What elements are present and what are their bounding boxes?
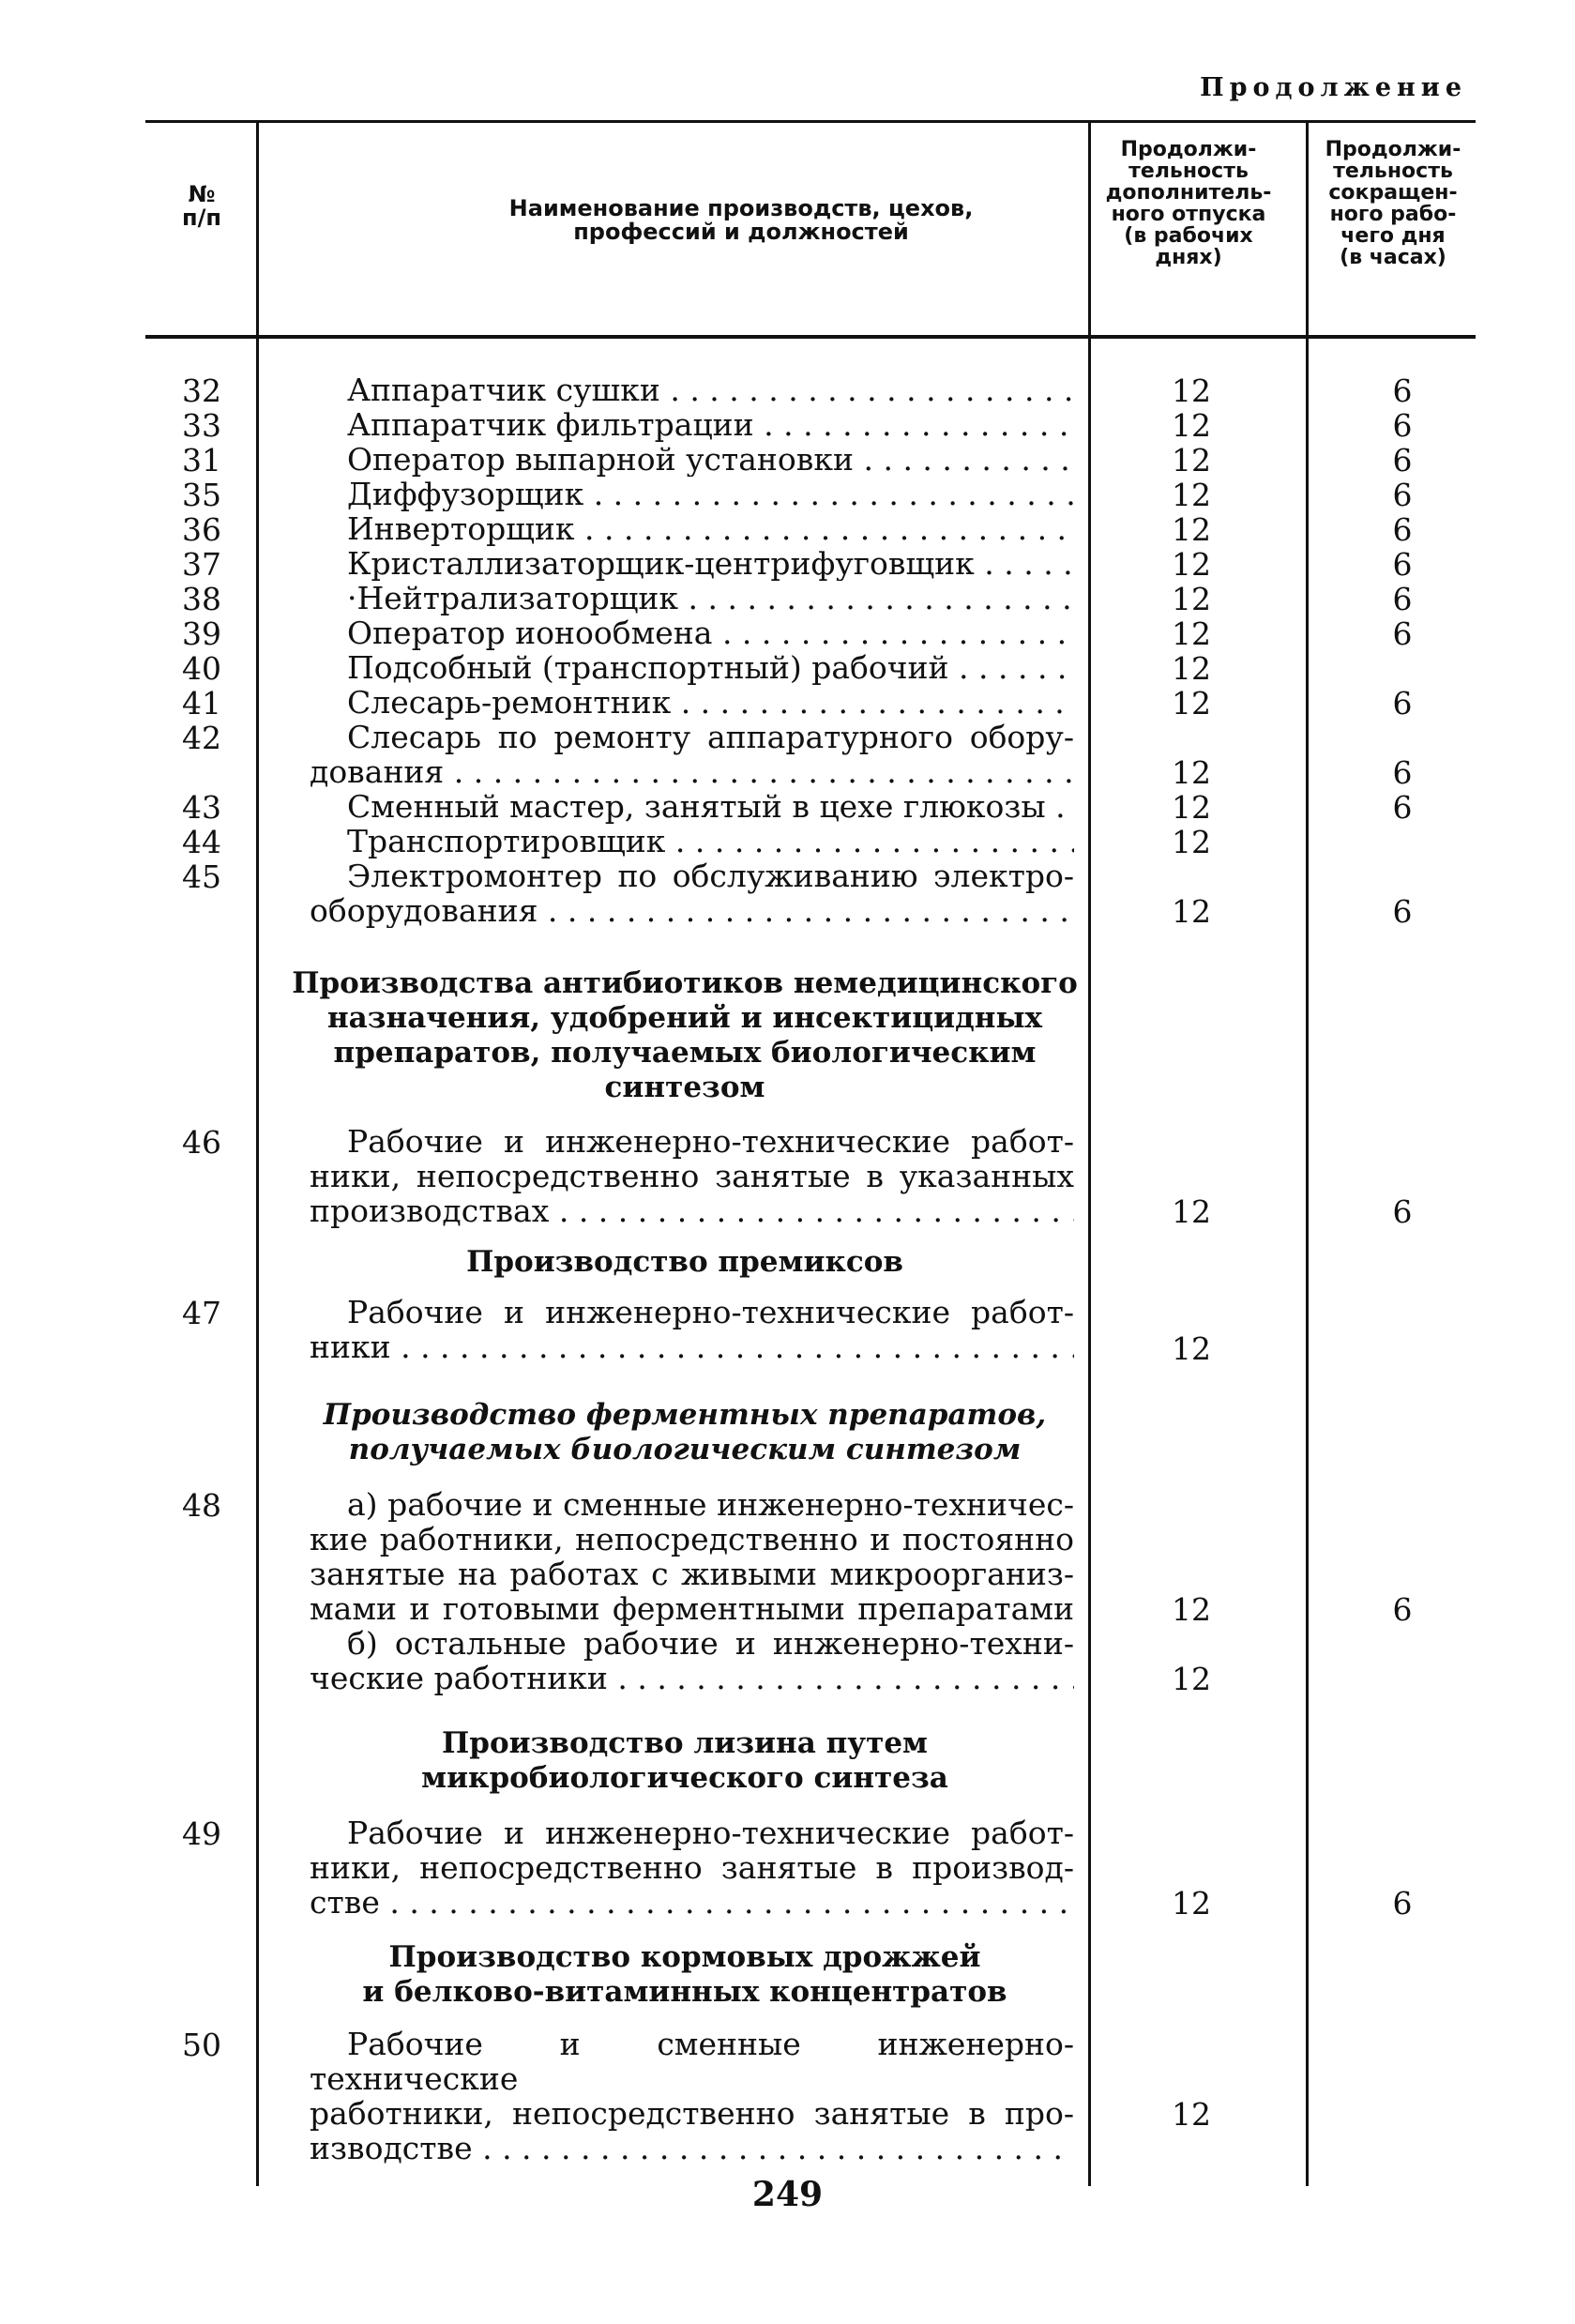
workday-hours: 6 bbox=[1392, 754, 1413, 791]
workday-hours: 6 bbox=[1392, 1885, 1413, 1921]
workday-hours: 6 bbox=[1392, 581, 1413, 617]
vacation-days: 12 bbox=[1172, 1885, 1211, 1921]
vacation-days: 12 bbox=[1172, 685, 1211, 722]
section-heading-premixes: Производство премиксов bbox=[466, 1245, 903, 1279]
row-number: 45 bbox=[182, 858, 221, 895]
vacation-days: 12 bbox=[1172, 1591, 1211, 1628]
vacation-days: 12 bbox=[1172, 1330, 1211, 1367]
section-heading-feed-yeast: Производство кормовых дрожжей и белково-витаминных концентратов bbox=[362, 1940, 1007, 2009]
vacation-days: 12 bbox=[1172, 2096, 1211, 2133]
row-name: а) рабочие и сменные инженерно-техничес- кие работники, непосредственно и постоянно занятые на работах с живыми микроорганиз- мами и готовыми ферментными препаратами б) остальные рабочие и инженерно-техни- ческие работники . . . bbox=[310, 1487, 1074, 1695]
row-number: 36 bbox=[182, 511, 221, 548]
row-name: Диффузорщик . . . bbox=[310, 477, 1074, 511]
row-number: 41 bbox=[182, 685, 221, 722]
row-number: 50 bbox=[182, 2027, 221, 2063]
continuation-label: Продолжение bbox=[1200, 73, 1467, 102]
row-name: ·Нейтрализаторщик . . . bbox=[310, 581, 1074, 615]
vacation-days: 12 bbox=[1172, 1193, 1211, 1230]
row-number: 32 bbox=[182, 372, 221, 409]
workday-hours: 6 bbox=[1392, 407, 1413, 444]
row-number: 42 bbox=[182, 720, 221, 756]
vacation-days: 12 bbox=[1172, 615, 1211, 652]
row-name: Сменный мастер, занятый в цехе глюкозы . . . bbox=[310, 789, 1074, 824]
row-number: 33 bbox=[182, 407, 221, 444]
workday-hours: 6 bbox=[1392, 685, 1413, 722]
vacation-days: 12 bbox=[1172, 442, 1211, 478]
header-workday-hours: Продолжи- тельность сокращен- ного рабо- чего дня (в часах) bbox=[1325, 138, 1461, 270]
row-name: Аппаратчик фильтрации . . . bbox=[310, 407, 1074, 442]
row-number: 47 bbox=[182, 1295, 221, 1331]
row-number: 49 bbox=[182, 1815, 221, 1852]
row-number: 48 bbox=[182, 1487, 221, 1524]
row-name: Электромонтер по обслуживанию электро- оборудования . . . bbox=[310, 858, 1074, 928]
top-rule bbox=[145, 120, 1476, 123]
row-name: Слесарь-ремонтник . . . bbox=[310, 685, 1074, 720]
workday-hours: 6 bbox=[1392, 511, 1413, 548]
vacation-days: 12 bbox=[1172, 546, 1211, 583]
vacation-days: 12 bbox=[1172, 1661, 1211, 1697]
page-number: 249 bbox=[751, 2175, 824, 2214]
section-heading-lysine: Производство лизина путем микробиологического синтеза bbox=[421, 1726, 948, 1795]
row-name: Рабочие и инженерно-технические работ- ники . . . bbox=[310, 1295, 1074, 1364]
column-divider-3 bbox=[1306, 122, 1309, 2186]
vacation-days: 12 bbox=[1172, 893, 1211, 930]
vacation-days: 12 bbox=[1172, 754, 1211, 791]
vacation-days: 12 bbox=[1172, 789, 1211, 826]
header-bottom-rule bbox=[145, 335, 1476, 339]
workday-hours: 6 bbox=[1392, 1193, 1413, 1230]
vacation-days: 12 bbox=[1172, 372, 1211, 409]
row-name: Рабочие и инженерно-технические работ- ники, непосредственно занятые в производ- стве . . . bbox=[310, 1815, 1074, 1920]
row-number: 39 bbox=[182, 615, 221, 652]
header-number: № п/п bbox=[182, 181, 221, 232]
vacation-days: 12 bbox=[1172, 477, 1211, 513]
row-number: 44 bbox=[182, 824, 221, 860]
workday-hours: 6 bbox=[1392, 789, 1413, 826]
row-number: 35 bbox=[182, 477, 221, 513]
row-number: 31 bbox=[182, 442, 221, 478]
row-name: Транспортировщик . . . bbox=[310, 824, 1074, 858]
header-vacation-days: Продолжи- тельность дополнитель- ного отпуска (в рабочих днях) bbox=[1105, 138, 1272, 270]
header-name: Наименование производств, цехов, профессий и должностей bbox=[508, 195, 974, 246]
row-name: Оператор ионообмена . . . bbox=[310, 615, 1074, 650]
workday-hours: 6 bbox=[1392, 372, 1413, 409]
vacation-days: 12 bbox=[1172, 407, 1211, 444]
row-number: 38 bbox=[182, 581, 221, 617]
row-number: 40 bbox=[182, 650, 221, 687]
row-name: Аппаратчик сушки . . . bbox=[310, 372, 1074, 407]
row-name: Слесарь по ремонту аппаратурного обору- дования . . . bbox=[310, 720, 1074, 789]
vacation-days: 12 bbox=[1172, 581, 1211, 617]
row-name: Инверторщик . . . bbox=[310, 511, 1074, 546]
vacation-days: 12 bbox=[1172, 511, 1211, 548]
workday-hours: 6 bbox=[1392, 615, 1413, 652]
workday-hours: 6 bbox=[1392, 893, 1413, 930]
workday-hours: 6 bbox=[1392, 1591, 1413, 1628]
workday-hours: 6 bbox=[1392, 477, 1413, 513]
column-divider-2 bbox=[1088, 122, 1091, 2186]
row-number: 46 bbox=[182, 1124, 221, 1161]
row-number: 43 bbox=[182, 789, 221, 826]
section-heading-enzymes: Производство ферментных препаратов, получаемых биологическим синтезом bbox=[323, 1398, 1047, 1466]
vacation-days: 12 bbox=[1172, 824, 1211, 860]
row-name: Подсобный (транспортный) рабочий . . . bbox=[310, 650, 1074, 685]
section-heading-antibiotics: Производства антибиотиков немедицинского назначения, удобрений и инсектицидных препаратов, получаемых биологическим синтезом bbox=[292, 966, 1078, 1104]
workday-hours: 6 bbox=[1392, 442, 1413, 478]
row-name: Кристаллизаторщик-центрифуговщик . . . bbox=[310, 546, 1074, 581]
vacation-days: 12 bbox=[1172, 650, 1211, 687]
row-name: Рабочие и сменные инженерно-технические работники, непосредственно занятые в про- изводстве . . . bbox=[310, 2027, 1074, 2165]
row-number: 37 bbox=[182, 546, 221, 583]
workday-hours: 6 bbox=[1392, 546, 1413, 583]
row-name: Оператор выпарной установки . . . bbox=[310, 442, 1074, 477]
row-name: Рабочие и инженерно-технические работ- ники, непосредственно занятые в указанных производствах . . . bbox=[310, 1124, 1074, 1228]
